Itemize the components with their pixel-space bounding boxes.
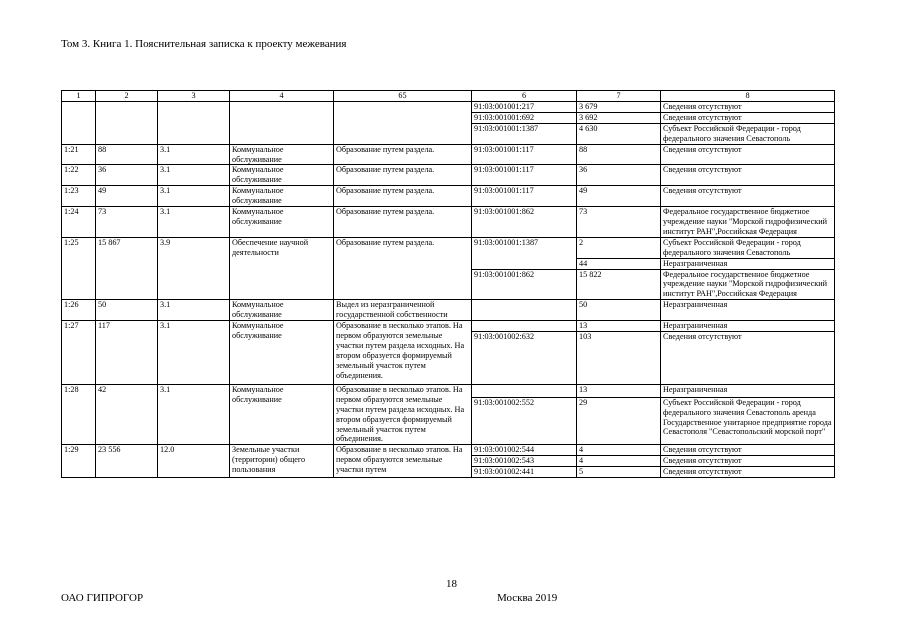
area-value: 15 822	[577, 269, 661, 300]
use-code: 3.1	[158, 186, 230, 207]
use-code: 3.9	[158, 237, 230, 299]
cadastral-number	[472, 300, 577, 321]
owner-info: Федеральное государственное бюджетное учреждение науки "Морской гидрофизический институт РАН",Российская Федерация	[661, 207, 835, 238]
use-code: 3.1	[158, 144, 230, 165]
cadastral-number: 91:03:001002:552	[472, 397, 577, 445]
cadastral-number: 91:03:001001:1387	[472, 123, 577, 144]
table-row	[62, 207, 835, 238]
area-value: 2	[577, 237, 661, 258]
column-header: 8	[661, 91, 835, 102]
area-value: 73	[577, 207, 661, 238]
owner-info: Сведения отсутствуют	[661, 456, 835, 467]
column-header: 65	[334, 91, 472, 102]
plot-id: 1:25	[62, 237, 96, 299]
owner-info: Сведения отсутствуют	[661, 331, 835, 384]
table-row	[62, 384, 835, 397]
area-value: 4 630	[577, 123, 661, 144]
formation-method: Образование путем раздела.	[334, 144, 472, 165]
plot-id: 1:21	[62, 144, 96, 165]
plot-area: 36	[96, 165, 158, 186]
plot-area: 15 867	[96, 237, 158, 299]
area-value: 44	[577, 258, 661, 269]
owner-info: Сведения отсутствуют	[661, 445, 835, 456]
land-plots-table	[61, 90, 835, 478]
cadastral-number: 91:03:001001:862	[472, 269, 577, 300]
plot-area: 50	[96, 300, 158, 321]
cadastral-number	[472, 321, 577, 332]
plot-id: 1:26	[62, 300, 96, 321]
formation-method: Образование путем раздела.	[334, 186, 472, 207]
plot-area: 49	[96, 186, 158, 207]
owner-info: Субъект Российской Федерации - город федерального значения Севастополь аренда Государственное унитарное предприятие города Севастополя "Севастопольский морской порт"	[661, 397, 835, 445]
cadastral-number: 91:03:001001:862	[472, 207, 577, 238]
table-row	[62, 144, 835, 165]
table-row	[62, 102, 835, 113]
table-row	[62, 186, 835, 207]
use-code: 3.1	[158, 384, 230, 444]
area-value: 3 692	[577, 112, 661, 123]
document-title: Том 3. Книга 1. Пояснительная записка к проекту межевания	[61, 38, 347, 50]
cadastral-number: 91:03:001002:544	[472, 445, 577, 456]
table-row	[62, 165, 835, 186]
plot-id: 1:29	[62, 445, 96, 478]
use-type: Коммунальное обслуживание	[230, 300, 334, 321]
area-value: 49	[577, 186, 661, 207]
use-code: 3.1	[158, 321, 230, 385]
area-value: 3 679	[577, 102, 661, 113]
cadastral-number: 91:03:001002:632	[472, 331, 577, 384]
plot-area: 23 556	[96, 445, 158, 478]
table-row	[62, 237, 835, 258]
use-code: 3.1	[158, 207, 230, 238]
table-row	[62, 300, 835, 321]
formation-method: Образование путем раздела.	[334, 207, 472, 238]
page-number: 18	[446, 578, 457, 590]
cadastral-number: 91:03:001001:692	[472, 112, 577, 123]
column-header: 1	[62, 91, 96, 102]
cadastral-number: 91:03:001001:117	[472, 165, 577, 186]
cadastral-number: 91:03:001001:117	[472, 186, 577, 207]
plot-id: 1:22	[62, 165, 96, 186]
formation-method: Образование в несколько этапов. На первом образуются земельные участки путем раздела исходных. На втором образуется формируемый земельный участок путем объединения.	[334, 384, 472, 444]
owner-info: Неразграниченная	[661, 384, 835, 397]
use-type: Коммунальное обслуживание	[230, 165, 334, 186]
table-row	[62, 445, 835, 456]
owner-info: Субъект Российской Федерации - город федерального значения Севастополь	[661, 123, 835, 144]
plot-area: 88	[96, 144, 158, 165]
table-cell	[62, 102, 96, 145]
table-cell	[96, 102, 158, 145]
area-value: 13	[577, 321, 661, 332]
area-value: 29	[577, 397, 661, 445]
area-value: 13	[577, 384, 661, 397]
column-header: 6	[472, 91, 577, 102]
owner-info: Сведения отсутствуют	[661, 186, 835, 207]
plot-id: 1:23	[62, 186, 96, 207]
cadastral-number	[472, 384, 577, 397]
cadastral-number: 91:03:001002:543	[472, 456, 577, 467]
use-type: Коммунальное обслуживание	[230, 207, 334, 238]
owner-info: Сведения отсутствуют	[661, 467, 835, 478]
cadastral-number: 91:03:001001:117	[472, 144, 577, 165]
owner-info: Сведения отсутствуют	[661, 102, 835, 113]
formation-method: Образование путем раздела.	[334, 237, 472, 299]
use-type: Коммунальное обслуживание	[230, 186, 334, 207]
cadastral-number: 91:03:001001:1387	[472, 237, 577, 269]
formation-method: Образование в несколько этапов. На первом образуются земельные участки путем	[334, 445, 472, 478]
column-header: 4	[230, 91, 334, 102]
owner-info: Неразграниченная	[661, 321, 835, 332]
table-row	[62, 321, 835, 332]
plot-area: 73	[96, 207, 158, 238]
use-code: 12.0	[158, 445, 230, 478]
city-year: Москва 2019	[497, 592, 558, 604]
owner-info: Сведения отсутствуют	[661, 112, 835, 123]
column-header: 2	[96, 91, 158, 102]
area-value: 36	[577, 165, 661, 186]
table-cell	[158, 102, 230, 145]
owner-info: Федеральное государственное бюджетное учреждение науки "Морской гидрофизический институт РАН",Российская Федерация	[661, 269, 835, 300]
area-value: 88	[577, 144, 661, 165]
area-value: 4	[577, 445, 661, 456]
cadastral-number: 91:03:001001:217	[472, 102, 577, 113]
formation-method: Образование в несколько этапов. На первом образуются земельные участки путем раздела исходных. На втором образуется формируемый земельный участок путем объединения.	[334, 321, 472, 385]
area-value: 103	[577, 331, 661, 384]
owner-info: Сведения отсутствуют	[661, 165, 835, 186]
use-type: Коммунальное обслуживание	[230, 321, 334, 385]
owner-info: Субъект Российской Федерации - город федерального значения Севастополь	[661, 237, 835, 258]
use-code: 3.1	[158, 300, 230, 321]
owner-info: Сведения отсутствуют	[661, 144, 835, 165]
plot-area: 117	[96, 321, 158, 385]
use-type: Земельные участки (территории) общего пользования	[230, 445, 334, 478]
table-cell	[334, 102, 472, 145]
use-type: Коммунальное обслуживание	[230, 384, 334, 444]
owner-info: Неразграниченная	[661, 258, 835, 269]
owner-info: Неразграниченная	[661, 300, 835, 321]
formation-method: Выдел из неразграниченной государственной собственности	[334, 300, 472, 321]
organization-name: ОАО ГИПРОГОР	[61, 592, 144, 604]
table-cell	[230, 102, 334, 145]
formation-method: Образование путем раздела.	[334, 165, 472, 186]
area-value: 50	[577, 300, 661, 321]
use-type: Обеспечение научной деятельности	[230, 237, 334, 299]
plot-area: 42	[96, 384, 158, 444]
table-header-row	[62, 91, 835, 102]
use-code: 3.1	[158, 165, 230, 186]
plot-id: 1:28	[62, 384, 96, 444]
column-header: 7	[577, 91, 661, 102]
area-value: 4	[577, 456, 661, 467]
plot-id: 1:27	[62, 321, 96, 385]
area-value: 5	[577, 467, 661, 478]
use-type: Коммунальное обслуживание	[230, 144, 334, 165]
column-header: 3	[158, 91, 230, 102]
plot-id: 1:24	[62, 207, 96, 238]
cadastral-number: 91:03:001002:441	[472, 467, 577, 478]
